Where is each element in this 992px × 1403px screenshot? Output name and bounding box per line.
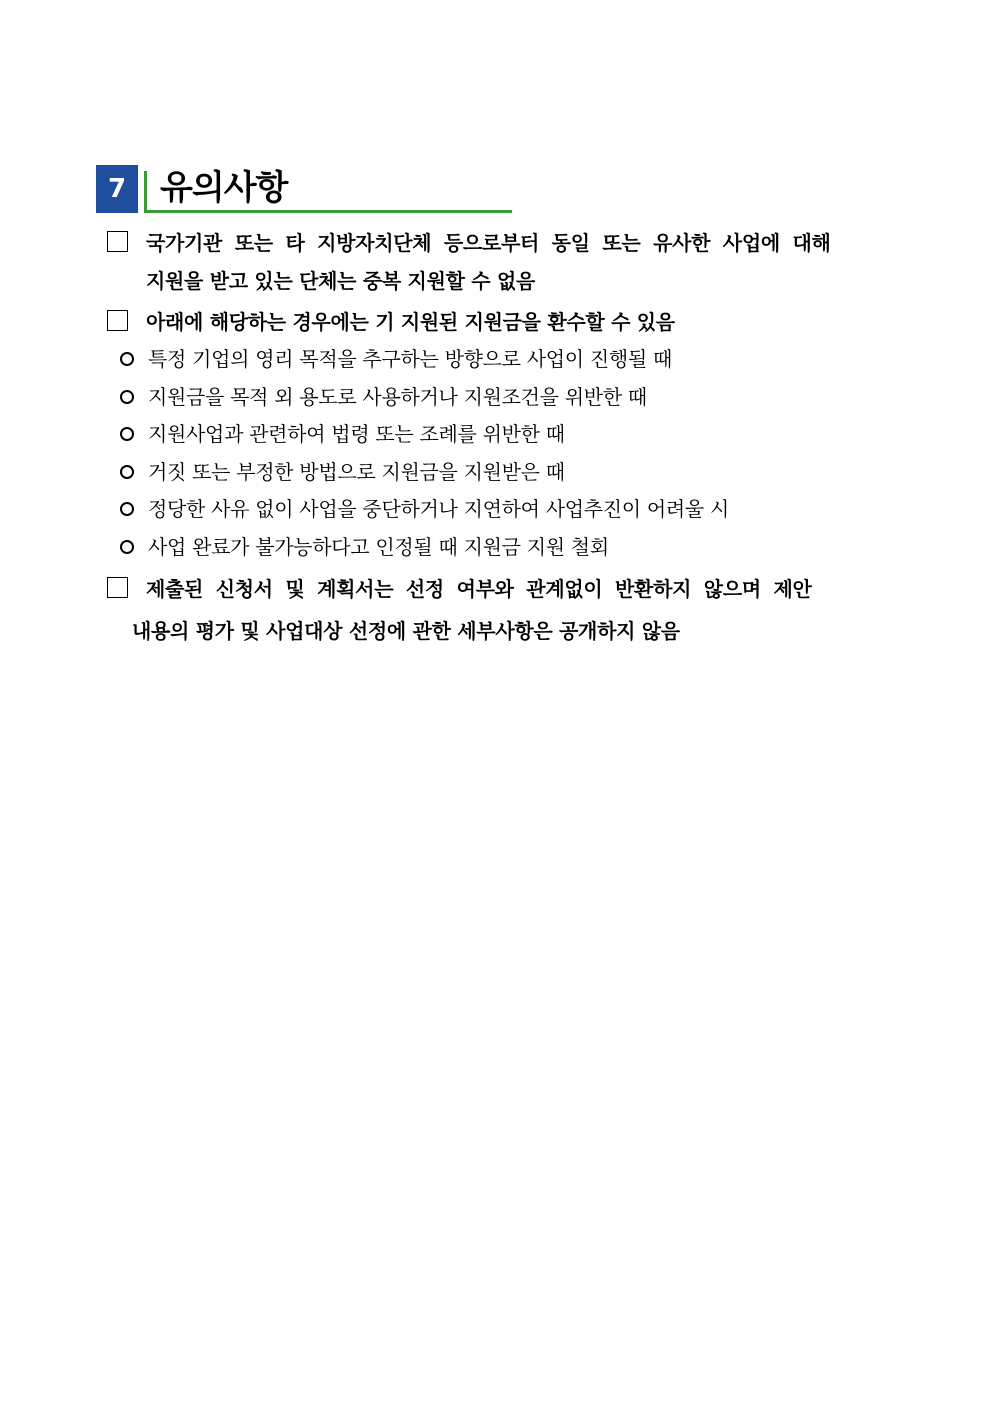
notice-list [106, 224, 906, 652]
circle-bullet-icon [120, 540, 134, 554]
notice-line: 제출된 신청서 및 계획서는 선정 여부와 관계없이 반환하지 않으며 제안 [146, 577, 812, 601]
section-underline [144, 210, 512, 213]
notice-line: 내용의 평가 및 사업대상 선정에 관한 세부사항은 공개하지 않음 [132, 619, 680, 643]
circle-bullet-icon [120, 352, 134, 366]
section-accent-bar [144, 171, 147, 213]
checkbox-icon [107, 310, 128, 331]
refund-condition-item [106, 491, 906, 529]
refund-condition-text: 지원사업과 관련하여 법령 또는 조례를 위반한 때 [148, 422, 565, 446]
refund-condition-text: 정당한 사유 없이 사업을 중단하거나 지연하여 사업추진이 어려울 시 [148, 497, 730, 521]
notice-line: 아래에 해당하는 경우에는 기 지원된 지원금을 환수할 수 있음 [146, 310, 675, 334]
circle-bullet-icon [120, 465, 134, 479]
notice-line: 국가기관 또는 타 지방자치단체 등으로부터 동일 또는 유사한 사업에 대해 [146, 231, 831, 255]
circle-bullet-icon [120, 390, 134, 404]
notice-item-document-return [106, 568, 906, 652]
notice-line: 지원을 받고 있는 단체는 중복 지원할 수 없음 [146, 269, 536, 293]
refund-condition-item [106, 379, 906, 417]
notice-item-refund [106, 303, 906, 341]
notice-item-duplicate-support [106, 224, 906, 300]
section-header [96, 165, 516, 213]
refund-condition-item [106, 341, 906, 379]
refund-condition-item [106, 529, 906, 567]
refund-condition-text: 특정 기업의 영리 목적을 추구하는 방향으로 사업이 진행될 때 [148, 347, 672, 371]
refund-condition-text: 사업 완료가 불가능하다고 인정될 때 지원금 지원 철회 [148, 534, 609, 559]
refund-condition-item [106, 416, 906, 454]
checkbox-icon [107, 231, 128, 252]
circle-bullet-icon [120, 427, 134, 441]
refund-condition-text: 지원금을 목적 외 용도로 사용하거나 지원조건을 위반한 때 [148, 384, 647, 409]
checkbox-icon [107, 577, 128, 598]
section-number: 7 [96, 165, 138, 213]
section-title: 유의사항 [160, 168, 288, 208]
circle-bullet-icon [120, 502, 134, 516]
refund-condition-text: 거짓 또는 부정한 방법으로 지원금을 지원받은 때 [148, 459, 565, 484]
refund-condition-item [106, 454, 906, 492]
